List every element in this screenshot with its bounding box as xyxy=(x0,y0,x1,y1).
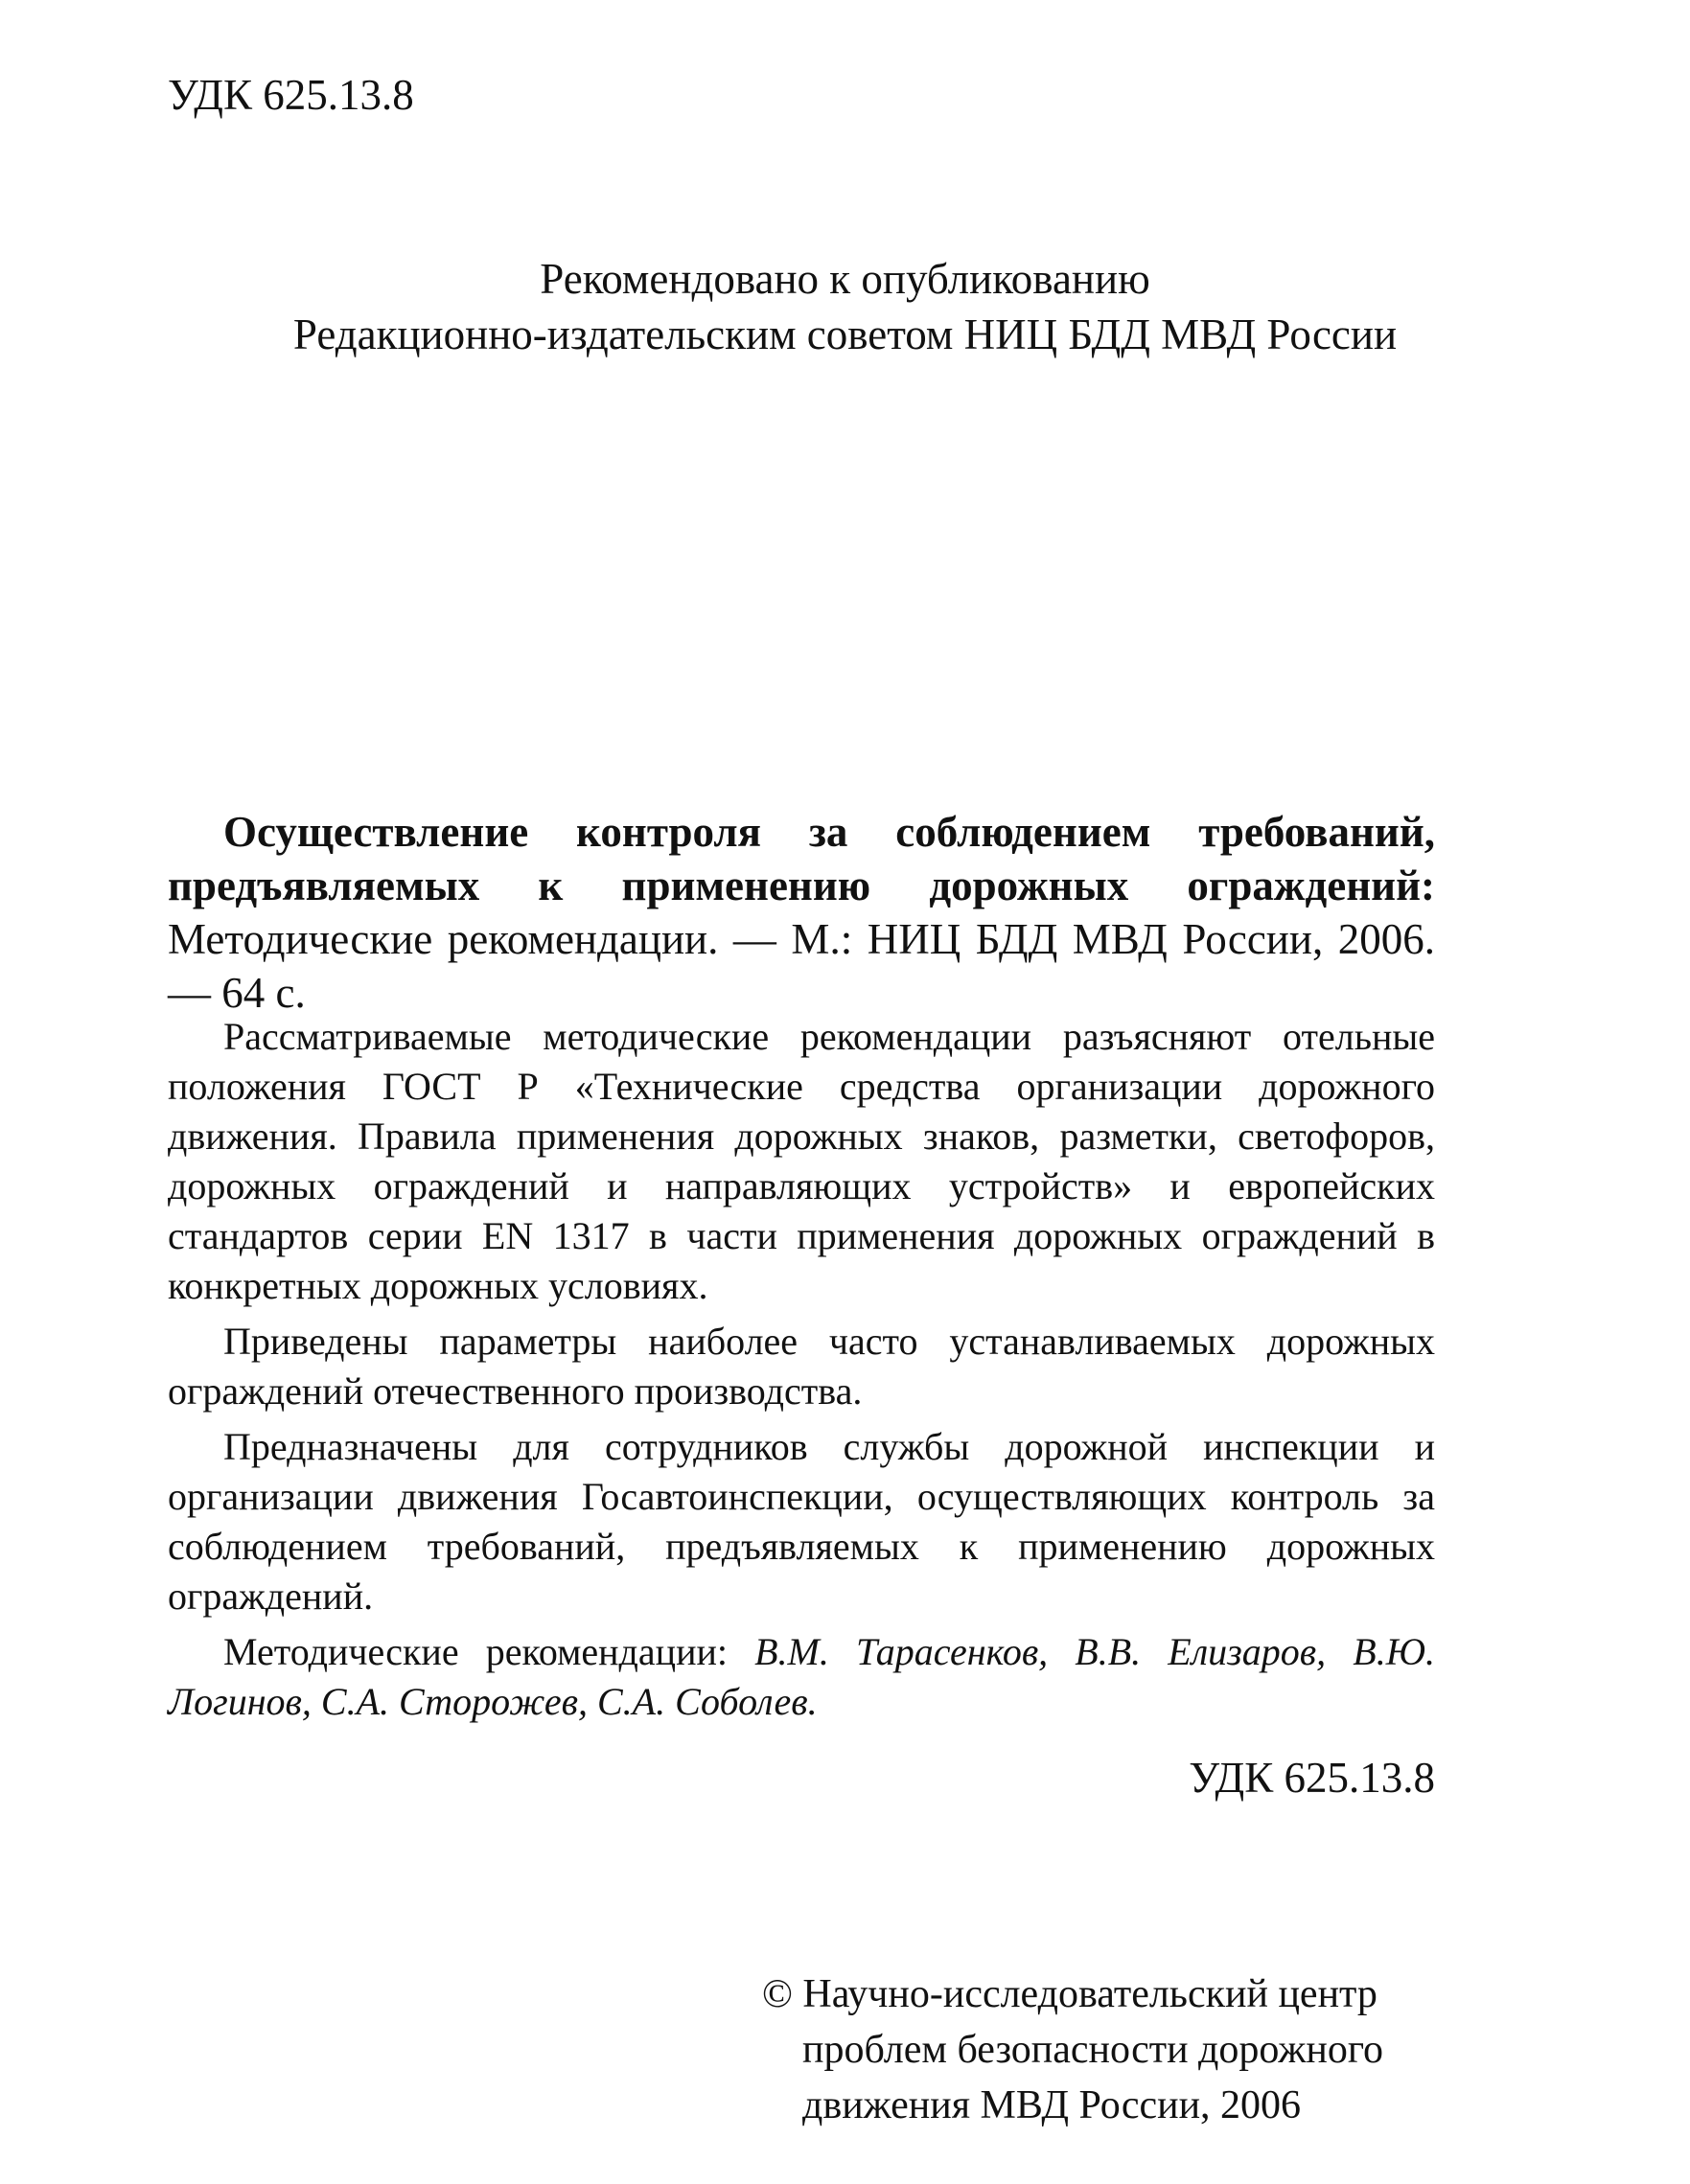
bibliographic-description xyxy=(168,805,1435,1020)
copyright-line-3: движения МВД России, 2006 xyxy=(802,2083,1302,2127)
udk-code-top: УДК 625.13.8 xyxy=(168,71,414,119)
recommendation-line-1: Рекомендовано к опубликованию xyxy=(540,255,1150,303)
copyright-notice xyxy=(762,1966,1383,2133)
annotation-paragraph-1: Рассматриваемые методические рекомендации разъясняют отельные положения ГОСТ Р «Технические средства организации дорожного движения. Правила применения дорожных знаков, разметки, светофоров, дорожных ограждений и направляющих устройств» и европейских стандартов серии EN 1317 в части применения дорожных ограждений в конкретных дорожных условиях. xyxy=(168,1015,1435,1307)
authors-paragraph xyxy=(168,1627,1435,1727)
udk-code-bottom: УДК 625.13.8 xyxy=(1189,1754,1435,1802)
annotation xyxy=(168,1012,1435,1733)
copyright-line-1: © Научно-исследовательский центр xyxy=(762,1972,1377,2016)
authors-names: В.М. Тарасенков, В.В. Елизаров, В.Ю. Логинов, С.А. Сторожев, С.А. Соболев. xyxy=(168,1630,1435,1723)
annotation-paragraph-3: Предназначены для сотрудников службы дорожной инспекции и организации движения Госавтоинспекции, осуществляющих контроль за соблюдением требований, предъявляемых к применению дорожных ограждений. xyxy=(168,1425,1435,1618)
copyright-line-2: проблем безопасности дорожного xyxy=(802,2028,1384,2072)
authors-label: Методические рекомендации: xyxy=(223,1630,755,1673)
annotation-paragraph-2: Приведены параметры наиболее часто устанавливаемых дорожных ограждений отечественного производства. xyxy=(168,1320,1435,1413)
publication-recommendation xyxy=(0,251,1690,362)
book-title: Осуществление контроля за соблюдением требований, предъявляемых к применению дорожных ограждений: xyxy=(168,808,1435,909)
recommendation-line-2: Редакционно-издательским советом НИЦ БДД МВД России xyxy=(292,310,1398,358)
bibliographic-details: Методические рекомендации. — М.: НИЦ БДД МВД России, 2006. — 64 с. xyxy=(168,915,1435,1017)
